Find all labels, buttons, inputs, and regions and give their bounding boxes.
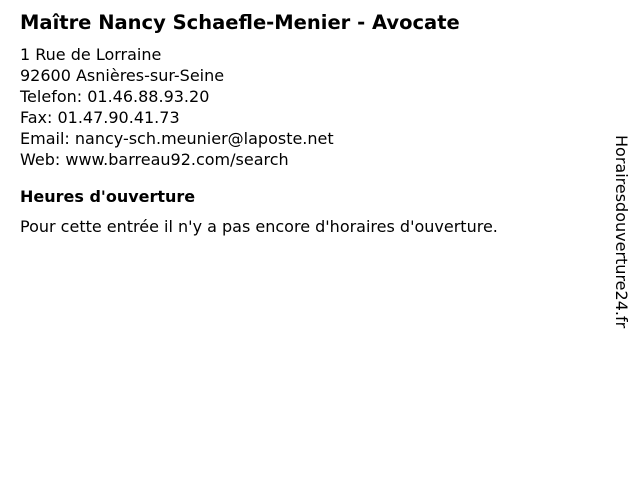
fax-row xyxy=(20,107,600,128)
website-link[interactable]: www.barreau92.com/search xyxy=(65,150,289,169)
site-watermark: Horairesdouverture24.fr xyxy=(612,135,631,329)
email-link[interactable]: nancy-sch.meunier@laposte.net xyxy=(74,129,334,148)
street-address: 1 Rue de Lorraine xyxy=(20,45,162,64)
fax-number: 01.47.90.41.73 xyxy=(57,108,180,127)
web-row xyxy=(20,149,600,170)
phone-label: Telefon: xyxy=(20,87,88,106)
phone-number: 01.46.88.93.20 xyxy=(87,87,210,106)
web-label: Web: xyxy=(20,150,66,169)
email-row xyxy=(20,128,600,149)
contact-block xyxy=(20,44,600,170)
listing-card xyxy=(20,10,600,237)
phone-row xyxy=(20,86,600,107)
city-line: 92600 Asnières-sur-Seine xyxy=(20,66,225,85)
fax-label: Fax: xyxy=(20,108,58,127)
hours-heading: Heures d'ouverture xyxy=(20,187,196,206)
email-label: Email: xyxy=(20,129,75,148)
page-title: Maître Nancy Schaefle-Menier - Avocate xyxy=(20,11,460,34)
hours-notice: Pour cette entrée il n'y a pas encore d'horaires d'ouverture. xyxy=(20,217,498,236)
